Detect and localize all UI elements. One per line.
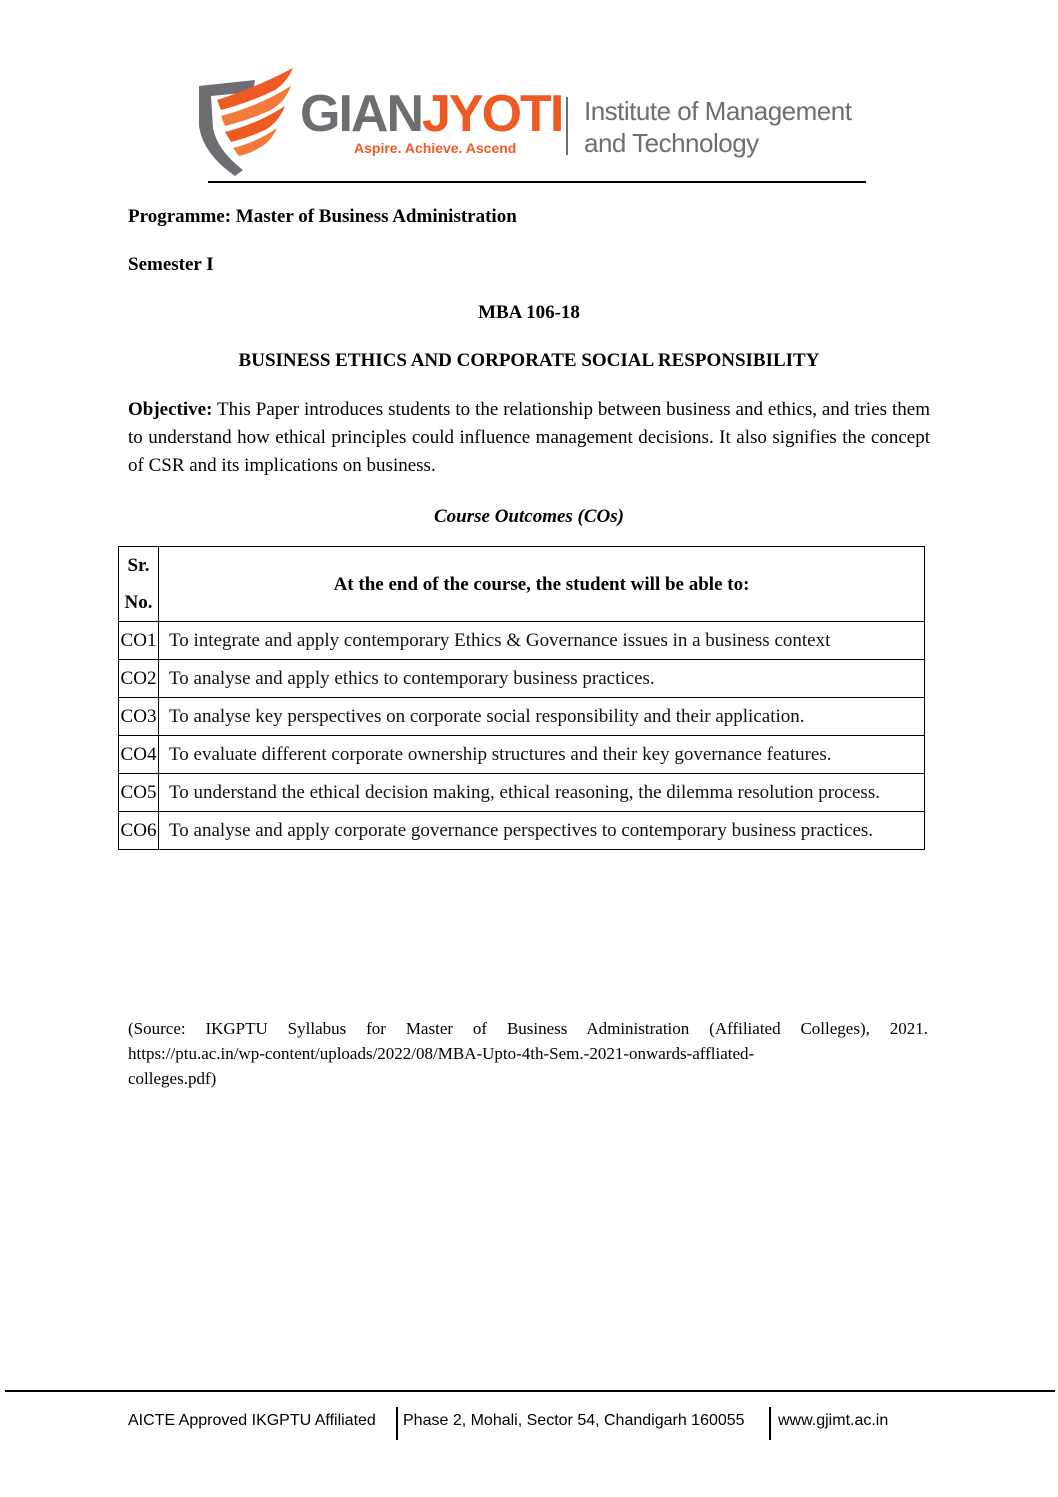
table-row [119, 622, 925, 660]
co-description: To integrate and apply contemporary Ethics & Governance issues in a business context [159, 622, 925, 660]
brand-name-part2: JYOTI [422, 85, 563, 143]
co-id: CO3 [119, 698, 159, 736]
co-id: CO4 [119, 736, 159, 774]
table-row [119, 698, 925, 736]
co-id: CO2 [119, 660, 159, 698]
course-outcomes-heading: Course Outcomes (COs) [433, 506, 624, 527]
table-header-row [119, 547, 925, 622]
table-row [119, 736, 925, 774]
gianjyoti-logo-shield-icon [195, 66, 300, 178]
brand-divider [566, 97, 568, 155]
brand-name [300, 85, 563, 143]
footer-divider [5, 1390, 1055, 1392]
footer-separator [396, 1407, 398, 1440]
course-title: BUSINESS ETHICS AND CORPORATE SOCIAL RESPONSIBILITY [238, 350, 820, 371]
footer-separator [769, 1407, 771, 1440]
programme-label: Programme: Master of Business Administration [128, 206, 517, 227]
objective-label: Objective: [128, 399, 213, 420]
semester-label: Semester I [128, 254, 214, 275]
header-sr-no [119, 547, 159, 622]
co-id: CO5 [119, 774, 159, 812]
footer-affiliation: AICTE Approved IKGPTU Affiliated [128, 1412, 376, 1429]
header-description: At the end of the course, the student will be able to: [159, 547, 925, 622]
brand-name-part1: GIAN [300, 85, 422, 143]
source-url[interactable]: https://ptu.ac.in/wp-content/uploads/2022/08/MBA-Upto-4th-Sem.-2021-onwards-affliated- [128, 1044, 755, 1063]
co-id: CO6 [119, 812, 159, 850]
course-code: MBA 106-18 [478, 302, 580, 323]
table-row [119, 660, 925, 698]
footer-website-link[interactable]: www.gjimt.ac.in [778, 1412, 889, 1429]
co-description: To analyse and apply corporate governance perspectives to contemporary business practices. [159, 812, 925, 850]
header-divider [208, 181, 866, 183]
course-outcomes-table [118, 546, 925, 850]
source-citation [128, 1016, 928, 1091]
source-line1: (Source: IKGPTU Syllabus for Master of Business Administration (Affiliated Colleges), 2021. [128, 1019, 928, 1038]
objective-paragraph [128, 396, 930, 480]
objective-text: This Paper introduces students to the relationship between business and ethics, and tries them to understand how ethical principles could influence management decisions. It also signifies the concept of CSR and its implications on business. [128, 399, 930, 476]
institute-name-line2: and Technology [584, 128, 759, 158]
footer-address: Phase 2, Mohali, Sector 54, Chandigarh 160055 [403, 1412, 745, 1429]
institute-name-line1: Institute of Management [584, 96, 852, 126]
co-description: To evaluate different corporate ownership structures and their key governance features. [159, 736, 925, 774]
table-row [119, 812, 925, 850]
table-row [119, 774, 925, 812]
brand-tagline: Aspire. Achieve. Ascend [354, 140, 517, 156]
co-description: To understand the ethical decision making, ethical reasoning, the dilemma resolution process. [159, 774, 925, 812]
header-sr-line1: Sr. [127, 555, 150, 576]
co-description: To analyse and apply ethics to contemporary business practices. [159, 660, 925, 698]
source-line3: colleges.pdf) [128, 1069, 217, 1088]
co-id: CO1 [119, 622, 159, 660]
co-description: To analyse key perspectives on corporate social responsibility and their application. [159, 698, 925, 736]
header-sr-line2: No. [124, 592, 153, 613]
